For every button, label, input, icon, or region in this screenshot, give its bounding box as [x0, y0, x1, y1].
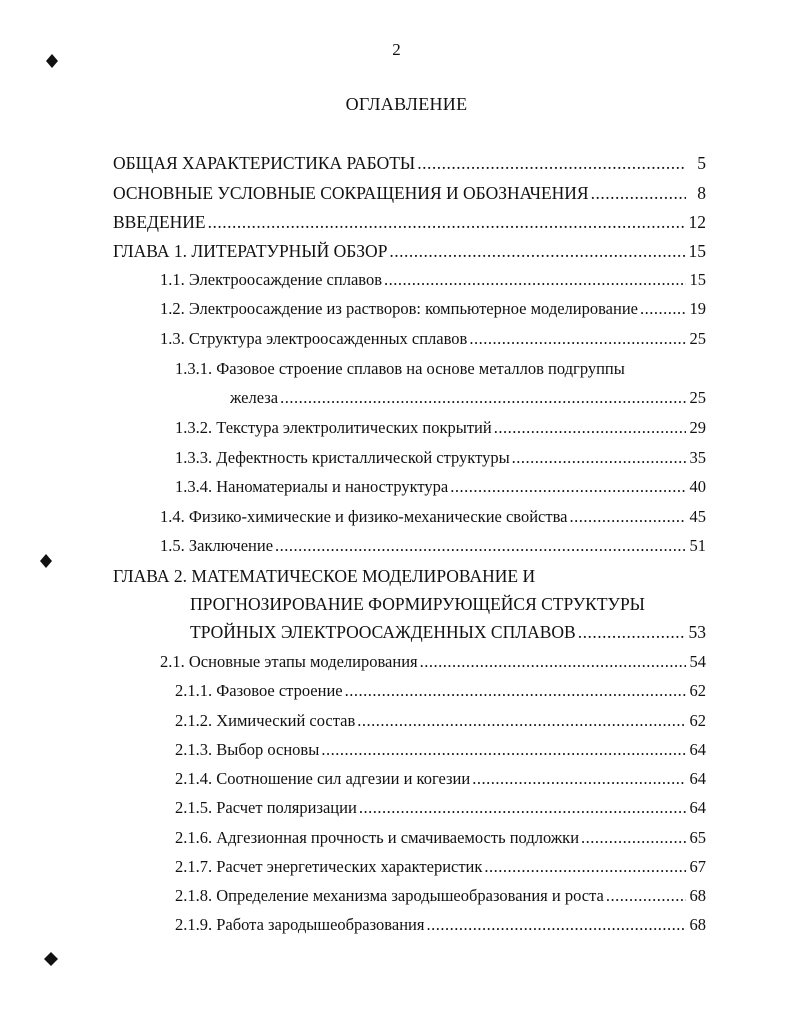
leader-dots: [472, 767, 686, 791]
toc-entry-page: 12: [688, 212, 706, 232]
leader-dots: [494, 416, 686, 440]
toc-entry[interactable]: [190, 620, 706, 644]
toc-entry[interactable]: [175, 679, 706, 703]
leader-dots: [450, 475, 686, 499]
toc-entry-title: 1.1. Электроосаждение сплавов: [160, 270, 382, 289]
leader-dots: [420, 650, 686, 674]
toc-entry-title: 1.3.2. Текстура электролитических покрытий: [175, 418, 492, 437]
toc-entry[interactable]: [175, 884, 706, 908]
toc-entry-title-line3: ТРОЙНЫХ ЭЛЕКТРООСАЖДЕННЫХ СПЛАВОВ: [190, 622, 576, 642]
toc-entry[interactable]: [175, 767, 706, 791]
toc-entry[interactable]: [113, 181, 706, 205]
leader-dots: [275, 534, 686, 558]
toc-entry-title: 2.1.2. Химический состав: [175, 711, 356, 730]
toc-entry-page: 25: [689, 388, 706, 407]
toc-entry-title: 2.1.4. Соотношение сил адгезии и когезии: [175, 769, 471, 788]
leader-dots: [570, 505, 687, 529]
toc-entry[interactable]: [175, 826, 706, 850]
toc-entry-page: 68: [689, 915, 706, 934]
toc-heading: ОГЛАВЛЕНИЕ: [345, 94, 468, 114]
toc-entry-title: 2.1.7. Расчет энергетических характеристик: [175, 857, 483, 876]
toc-entry-page: 64: [689, 740, 706, 759]
leader-dots: [640, 297, 686, 321]
binding-hole-mark-middle: [40, 554, 52, 568]
toc-entry-page: 67: [689, 857, 706, 876]
toc-entry-title: 1.5. Заключение: [160, 536, 274, 555]
toc-entry-title: 2.1.3. Выбор основы: [175, 740, 320, 759]
toc-entry[interactable]: [160, 505, 706, 529]
toc-entry-page: 25: [689, 329, 706, 348]
leader-dots: [578, 620, 686, 644]
toc-entry[interactable]: [113, 210, 706, 234]
toc-entry-page: 40: [689, 477, 706, 496]
toc-entry-title: ВВЕДЕНИЕ: [113, 212, 206, 232]
leader-dots: [389, 239, 686, 263]
toc-entry[interactable]: [175, 796, 706, 820]
page-number: 2: [392, 40, 401, 59]
toc-entry-title: ОБЩАЯ ХАРАКТЕРИСТИКА РАБОТЫ: [113, 153, 416, 173]
toc-entry[interactable]: [160, 268, 706, 292]
toc-entry[interactable]: [175, 475, 706, 499]
leader-dots: [484, 855, 686, 879]
toc-entry[interactable]: [175, 738, 706, 762]
toc-entry-title: 1.3.3. Дефектность кристаллической структуры: [175, 448, 510, 467]
leader-dots: [208, 210, 686, 234]
toc-entry-page: 64: [689, 769, 706, 788]
toc-entry[interactable]: [160, 650, 706, 674]
toc-entry-title: 2.1. Основные этапы моделирования: [160, 652, 418, 671]
toc-entry-title-line2: железа: [230, 388, 279, 407]
toc-entry-title: ГЛАВА 1. ЛИТЕРАТУРНЫЙ ОБЗОР: [113, 241, 388, 261]
toc-entry-page: 15: [688, 241, 706, 261]
toc-entry-title-line1: ГЛАВА 2. МАТЕМАТИЧЕСКОЕ МОДЕЛИРОВАНИЕ И: [113, 566, 536, 586]
toc-entry-page: 64: [689, 798, 706, 817]
toc-entry-page: 54: [689, 652, 706, 671]
toc-entry-page: 45: [689, 507, 706, 526]
binding-hole-mark-bottom: [44, 952, 56, 966]
toc-entry-page: 62: [689, 681, 706, 700]
toc-entry-title: 2.1.6. Адгезионная прочность и смачиваемость подложки: [175, 828, 580, 847]
leader-dots: [359, 796, 686, 820]
leader-dots: [606, 884, 686, 908]
leader-dots: [426, 913, 686, 937]
toc-entry[interactable]: [113, 151, 706, 175]
toc-entry[interactable]: [175, 855, 706, 879]
toc-entry-title: 2.1.5. Расчет поляризации: [175, 798, 357, 817]
toc-entry[interactable]: [175, 446, 706, 470]
toc-entry-title: 1.4. Физико-химические и физико-механические свойства: [160, 507, 568, 526]
toc-entry-page: 8: [697, 183, 706, 203]
toc-entry-title: 1.3. Структура электроосажденных сплавов: [160, 329, 468, 348]
toc-entry-title: 2.1.1. Фазовое строение: [175, 681, 343, 700]
toc-entry-title: 2.1.9. Работа зародышеобразования: [175, 915, 425, 934]
toc-entry-page: 65: [689, 828, 706, 847]
toc-entry-page: 68: [689, 886, 706, 905]
leader-dots: [469, 327, 686, 351]
toc-entry[interactable]: [175, 709, 706, 733]
toc-entry-page: 15: [689, 270, 706, 289]
toc-entry-page: 35: [689, 448, 706, 467]
toc-entry-page: 5: [697, 153, 706, 173]
binding-hole-mark-top: [46, 54, 58, 68]
leader-dots: [321, 738, 686, 762]
leader-dots: [417, 151, 686, 175]
toc-entry[interactable]: [175, 416, 706, 440]
toc-entry[interactable]: [160, 297, 706, 321]
toc-entry-title: 1.3.4. Наноматериалы и наноструктура: [175, 477, 449, 496]
leader-dots: [280, 386, 686, 410]
toc-entry-title: 1.2. Электроосаждение из растворов: компьютерное моделирование: [160, 299, 638, 318]
toc-entry-page: 53: [688, 622, 706, 642]
toc-entry-page: 62: [689, 711, 706, 730]
leader-dots: [345, 679, 686, 703]
toc-entry-page: 51: [689, 536, 706, 555]
toc-entry[interactable]: [160, 534, 706, 558]
leader-dots: [581, 826, 686, 850]
toc-entry[interactable]: [175, 913, 706, 937]
toc-entry-title: 2.1.8. Определение механизма зародышеобразования и роста: [175, 886, 604, 905]
leader-dots: [512, 446, 686, 470]
toc-entry-title: ОСНОВНЫЕ УСЛОВНЫЕ СОКРАЩЕНИЯ И ОБОЗНАЧЕНИЯ: [113, 183, 589, 203]
toc-entry[interactable]: [113, 239, 706, 263]
leader-dots: [357, 709, 686, 733]
toc-entry[interactable]: [160, 327, 706, 351]
toc-entry-page: 19: [689, 299, 706, 318]
toc-entry-title-line2: ПРОГНОЗИРОВАНИЕ ФОРМИРУЮЩЕЙСЯ СТРУКТУРЫ: [190, 594, 645, 614]
toc-entry[interactable]: [230, 386, 706, 410]
toc-entry-page: 29: [689, 418, 706, 437]
toc-entry-title-line1: 1.3.1. Фазовое строение сплавов на основе металлов подгруппы: [175, 359, 625, 378]
leader-dots: [384, 268, 686, 292]
leader-dots: [591, 181, 686, 205]
